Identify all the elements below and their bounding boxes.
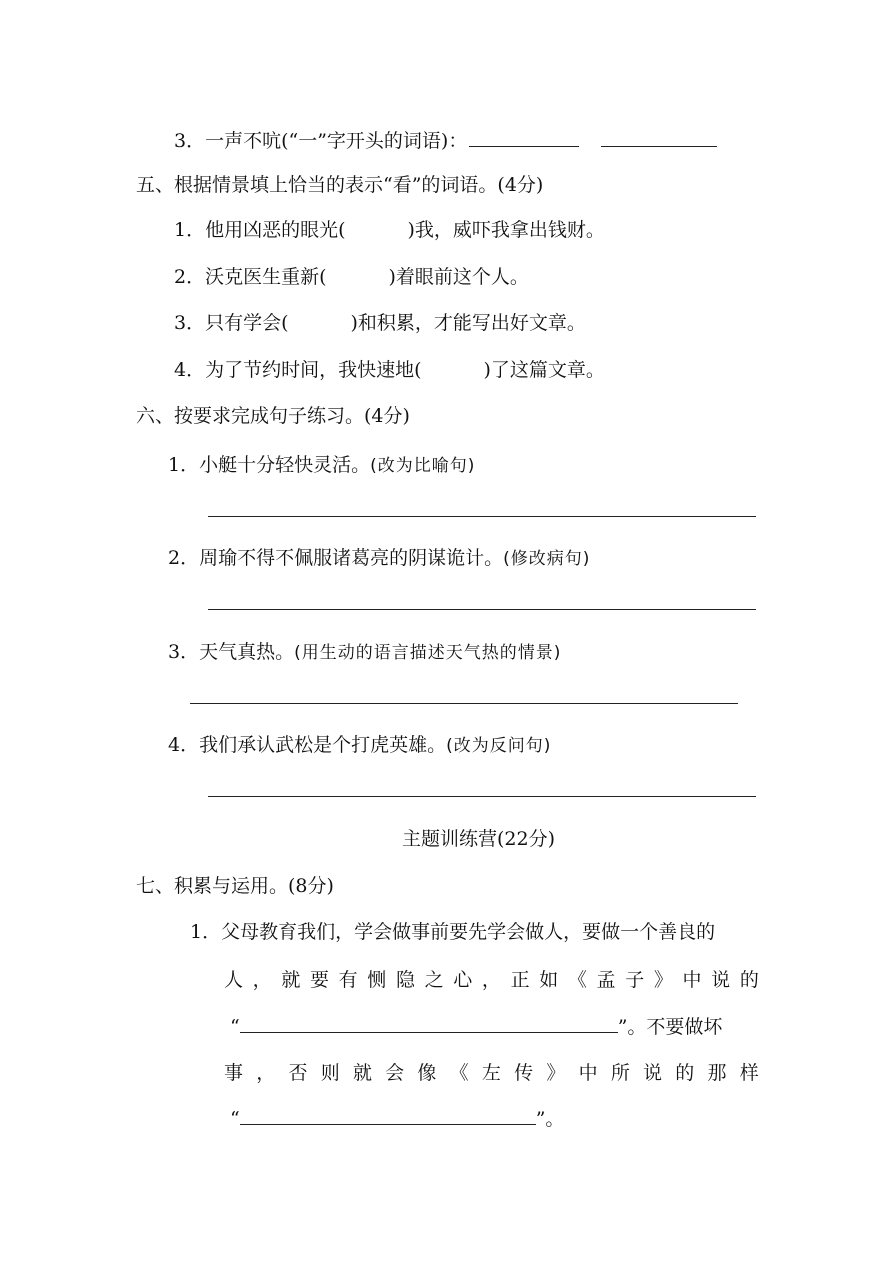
text-char: 孟 — [596, 969, 616, 991]
item-text-before: 沃克医生重新( — [205, 266, 327, 288]
text-char: 事 — [224, 1062, 244, 1084]
text-char: 则 — [320, 1062, 340, 1084]
item-text-before: 他用凶恶的眼光( — [205, 219, 346, 241]
item-instruction: (改为比喻句) — [370, 456, 476, 476]
item-number: 1． — [168, 454, 200, 476]
text-char: ， — [252, 969, 272, 991]
text-char: 有 — [338, 969, 358, 991]
q7-title: 七、积累与运用。(8分) — [136, 875, 334, 897]
q5-item-1 — [174, 217, 605, 243]
item-number: 1． — [174, 219, 206, 241]
q7-item-1-line-4 — [224, 1060, 759, 1086]
item-text: 天气真热。 — [199, 641, 295, 663]
text-char: 要 — [309, 969, 329, 991]
q6-item-2 — [168, 545, 590, 571]
open-quote: “ — [230, 1016, 240, 1038]
q7-item-1-line-3 — [230, 1014, 722, 1040]
text-char: 样 — [739, 1062, 759, 1084]
q6-item-1 — [168, 452, 475, 478]
text-char: 传 — [514, 1062, 534, 1084]
item-text: ”。不要做坏 — [617, 1016, 723, 1038]
item-text: 小艇十分轻快灵活。 — [199, 454, 371, 476]
q6-item-3 — [168, 639, 561, 665]
item-number: 4． — [174, 359, 206, 381]
q5-item-4 — [174, 357, 605, 383]
item-number: 3． — [174, 312, 206, 334]
q4-item-3 — [174, 128, 717, 154]
text-char: 否 — [288, 1062, 308, 1084]
item-text-after: )了这篇文章。 — [483, 359, 605, 381]
q6-title: 六、按要求完成句子练习。(4分) — [136, 405, 410, 427]
text-char: 隐 — [395, 969, 415, 991]
text-char: 正 — [510, 969, 530, 991]
text-char: 心 — [453, 969, 473, 991]
text-char: 中 — [578, 1062, 598, 1084]
item-number: 3． — [174, 130, 206, 152]
text-char: 《 — [567, 969, 587, 991]
text-char: ， — [481, 969, 501, 991]
text-char: 就 — [352, 1062, 372, 1084]
item-number: 2． — [174, 266, 206, 288]
q7-item-1-line-2 — [224, 967, 759, 993]
q7-item-1-line-5 — [230, 1106, 564, 1132]
answer-line[interactable] — [208, 516, 756, 517]
item-text: ”。 — [535, 1108, 565, 1130]
item-text-before: 为了节约时间，我快速地( — [205, 359, 422, 381]
text-char: 说 — [711, 969, 731, 991]
q5-item-2 — [174, 264, 529, 290]
text-char: 人 — [224, 969, 244, 991]
item-text-after: )和积累，才能写出好文章。 — [350, 312, 586, 334]
text-char: 会 — [385, 1062, 405, 1084]
text-char: 左 — [481, 1062, 501, 1084]
q6-item-4 — [168, 732, 551, 758]
text-char: 那 — [707, 1062, 727, 1084]
answer-blank[interactable] — [601, 128, 717, 147]
text-char: 如 — [539, 969, 559, 991]
text-char: 像 — [417, 1062, 437, 1084]
answer-blank[interactable] — [240, 1106, 536, 1125]
answer-line[interactable] — [208, 796, 756, 797]
item-text-after: )着眼前这个人。 — [388, 266, 529, 288]
text-char: 所 — [610, 1062, 630, 1084]
text-char: 的 — [675, 1062, 695, 1084]
item-number: 2． — [168, 547, 200, 569]
answer-line[interactable] — [190, 703, 738, 704]
item-instruction: (修改病句) — [503, 549, 591, 569]
answer-blank[interactable] — [240, 1014, 618, 1033]
item-text-before: 只有学会( — [205, 312, 289, 334]
q5-title: 五、根据情景填上恰当的表示“看”的词语。(4分) — [136, 174, 544, 196]
q7-item-1-line-1 — [190, 919, 715, 945]
item-text-after: )我，威吓我拿出钱财。 — [407, 219, 605, 241]
text-char: 》 — [546, 1062, 566, 1084]
text-char: ， — [256, 1062, 276, 1084]
item-text: 父母教育我们，学会做事前要先学会做人，要做一个善良的 — [221, 921, 716, 943]
text-char: 》 — [653, 969, 673, 991]
text-char: 子 — [625, 969, 645, 991]
text-char: 之 — [424, 969, 444, 991]
item-text: 我们承认武松是个打虎英雄。 — [199, 734, 447, 756]
q5-item-3 — [174, 310, 586, 336]
section-heading: 主题训练营(22分) — [402, 828, 556, 850]
answer-blank[interactable] — [469, 128, 579, 147]
item-instruction: (用生动的语言描述天气热的情景) — [294, 643, 562, 663]
item-text: 周瑜不得不佩服诸葛亮的阴谋诡计。 — [199, 547, 504, 569]
open-quote: “ — [230, 1108, 240, 1130]
item-instruction: (改为反问句) — [446, 736, 552, 756]
text-char: 就 — [281, 969, 301, 991]
item-number: 1． — [190, 921, 222, 943]
text-char: 说 — [643, 1062, 663, 1084]
answer-line[interactable] — [208, 609, 756, 610]
text-char: 中 — [682, 969, 702, 991]
text-char: 的 — [739, 969, 759, 991]
item-number: 4． — [168, 734, 200, 756]
text-char: 恻 — [367, 969, 387, 991]
text-char: 《 — [449, 1062, 469, 1084]
item-text: 一声不吭(“一”字开头的词语)： — [205, 130, 468, 152]
item-number: 3． — [168, 641, 200, 663]
